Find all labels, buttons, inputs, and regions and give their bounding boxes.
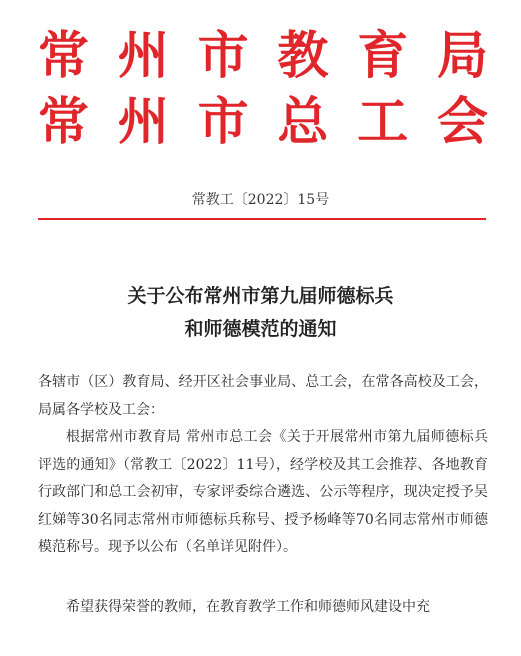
- document-number: 常教工〔2022〕15号: [191, 192, 330, 208]
- issuer-char: 局: [436, 26, 488, 86]
- issuer-char: 市: [197, 26, 249, 86]
- issuer-trade-union: [38, 94, 488, 150]
- issuer-char: 市: [197, 92, 249, 152]
- issuer-education-bureau: [38, 28, 488, 84]
- issuer-char: 育: [357, 26, 409, 86]
- issuer-char: 总: [277, 92, 329, 152]
- issuer-char: 常: [38, 26, 90, 86]
- paragraph-text: 根据常州市教育局 常州市总工会《关于开展常州市第九届师德标兵评选的通知》（常教工〔2022〕11号），经学校及其工会推荐、各地教育行政部门和总工会初审，专家评委综合遴选、公示等程序，现决定授予吴红娣等30名同志常州市师德标兵称号、授予杨峰等70名同志常州市师德模范称号。现予以公布（名单详见附件）。: [38, 429, 488, 555]
- issuer-char: 教: [277, 26, 329, 86]
- issuer-char: 州: [117, 26, 169, 86]
- notice-title-line-1: 关于公布常州市第九届师德标兵: [127, 285, 394, 307]
- body-paragraph-2: [38, 594, 488, 622]
- issuer-char: 州: [117, 92, 169, 152]
- red-divider-line: [38, 218, 486, 220]
- issuer-char: 常: [38, 92, 90, 152]
- issuer-char: 工: [357, 92, 409, 152]
- body-paragraph-1: [38, 424, 488, 562]
- notice-title-line-2: 和师德模范的通知: [184, 318, 337, 340]
- salutation-text: 各辖市（区）教育局、经开区社会事业局、总工会，在常各高校及工会，局属各学校及工会：: [38, 374, 488, 418]
- salutation: [38, 369, 488, 424]
- issuer-char: 会: [436, 92, 488, 152]
- paragraph-text: 希望获得荣誉的教师，在教育教学工作和师德师风建设中充: [66, 599, 430, 615]
